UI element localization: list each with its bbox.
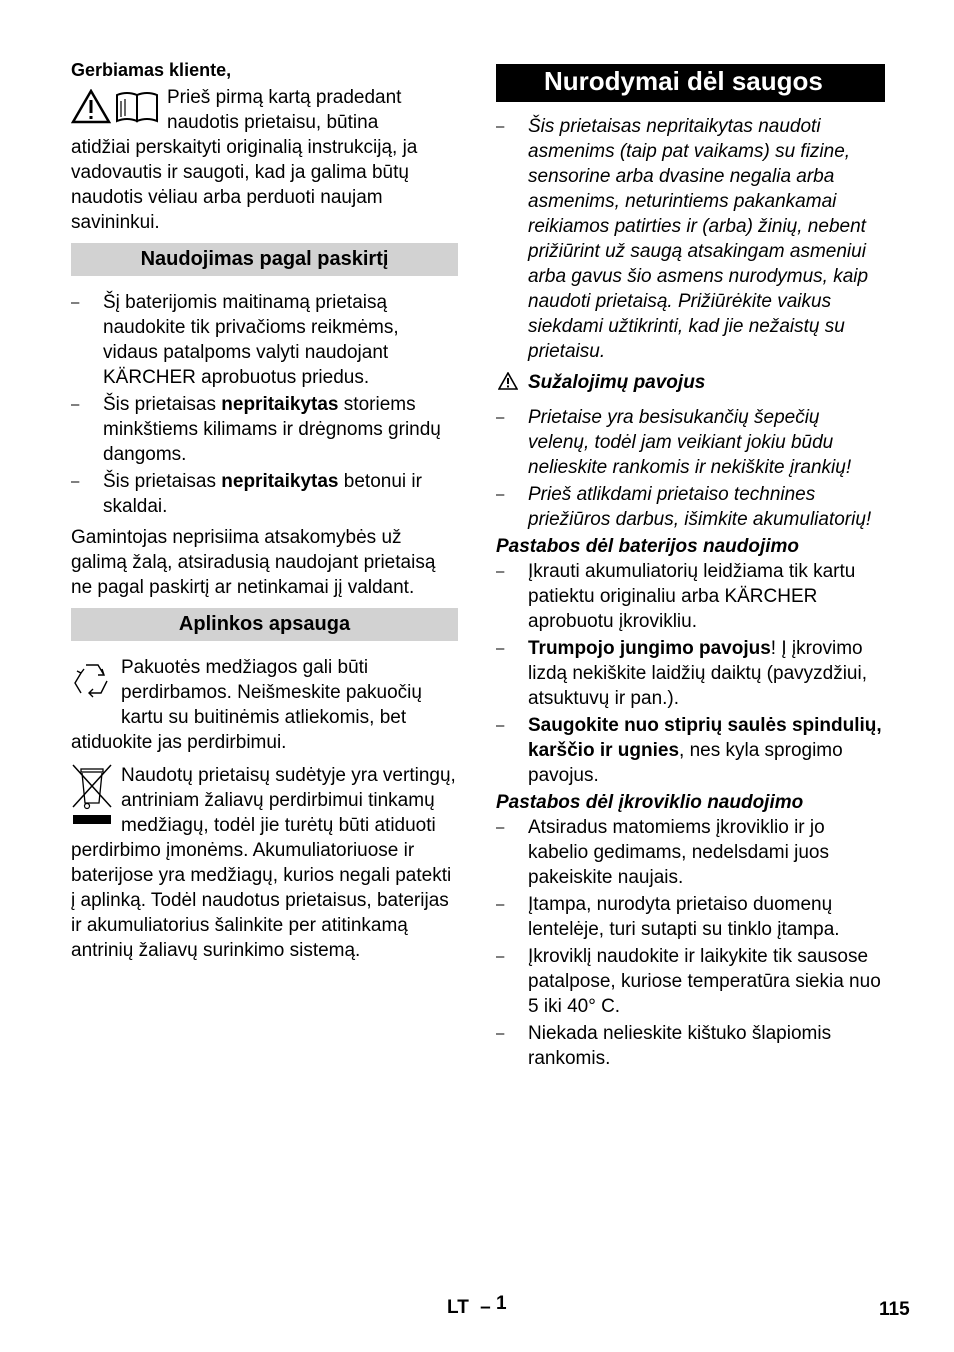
list-item: – Įkrauti akumuliatorių leidžiama tik kartu patiektu originaliu arba KÄRCHER aprobuotu įkrovikliu.	[496, 561, 856, 632]
list-item: – Trumpojo jungimo pavojus! Į įkrovimo lizdą nekiškite laidžių daiktų (pavyzdžiui, atsuktuvų ir pan.).	[496, 638, 867, 709]
left-column	[71, 58, 458, 963]
charger-list	[496, 815, 885, 1071]
list-item: – Šis prietaisas nepritaikytas naudoti asmenims (taip pat vaikams) su fizine, sensorine arba dvasine negalia arba asmenims, neturintiems pakankamai reikiamos patirties ir (arba) žinių, nebent prižiūrint už saugą atsakingam asmeniui arba gavus šio asmens nurodymus, kaip naudoti prietaisą. Prižiūrėkite vaikus siekdami užtikrinti, kad jie nežaistų su prietaisu.	[496, 116, 869, 362]
list-item: – Atsiradus matomiems įkroviklio ir jo kabelio gedimams, nedelsdami juos pakeiskite naujais.	[496, 817, 829, 888]
intro-paragraph: Prieš pirmą kartą pradedant naudotis prietaisu, būtina atidžiai perskaityti originalią instrukciją, ja vadovautis ir saugoti, kad ja galima būtų naudotis vėliau arba perduoti naujam savininkui.	[71, 87, 418, 233]
battery-list	[496, 559, 885, 788]
weee-paragraph: Naudotų prietaisų sudėtyje yra vertingų, antriniam žaliavų perdirbimui tinkamų medžiagų, todėl jie turėtų būti atiduoti perdirbimo įmonėms. Akumuliatoriuose ir baterijose yra medžiagų, kurios negali patekti į aplinką. Todėl naudotus prietaisus, baterijas ir akumuliatorius šalinkite per atitinkamą antrinių žaliavų surinkimo sistemą.	[71, 765, 456, 961]
section-heading-intended-use: Naudojimas pagal paskirtį	[71, 243, 458, 276]
battery-notes-heading: Pastabos dėl baterijos naudojimo	[496, 536, 800, 557]
list-item: – Šis prietaisas nepritaikytas betonui ir skaldai.	[71, 471, 422, 517]
warning-manual-icon	[71, 89, 159, 132]
list-item: – Įtampa, nurodyta prietaiso duomenų lentelėje, turi sutapti su tinklo įtampa.	[496, 894, 840, 940]
section-heading-environment: Aplinkos apsauga	[71, 608, 458, 641]
list-item: – Niekada nelieskite kištuko šlapiomis rankomis.	[496, 1023, 832, 1069]
section-heading-safety: Nurodymai dėl saugos	[496, 64, 885, 102]
injury-list	[496, 405, 885, 532]
recycle-paragraph: Pakuotės medžiagos gali būti perdirbamos. Neišmeskite pakuočių kartu su buitinėmis atliekomis, bet atiduokite jas perdirbimui.	[71, 657, 422, 753]
page-number: 115	[879, 1299, 910, 1320]
recycle-icon	[71, 659, 113, 708]
intended-use-list	[71, 290, 458, 519]
warning-icon	[498, 372, 518, 390]
liability-note: Gamintojas neprisiima atsakomybės už galimą žalą, atsiradusią naudojant prietaisą ne pagal paskirtį ar netinkamai jį valdant.	[71, 527, 436, 598]
list-item: – Įkroviklį naudokite ir laikykite tik sausose patalpose, kuriose temperatūra siekia nuo 5 iki 40° C.	[496, 946, 881, 1017]
list-item: – Saugokite nuo stiprių saulės spindulių, karščio ir ugnies, nes kyla sprogimo pavojus.	[496, 715, 882, 786]
injury-heading: Sužalojimų pavojus	[496, 370, 885, 395]
safety-list	[496, 114, 885, 364]
crossed-bin-icon	[71, 763, 113, 834]
list-item: – Šis prietaisas nepritaikytas storiems minkštiems kilimams ir drėgnoms grindų dangoms.	[71, 394, 441, 465]
list-item: – Prietaise yra besisukančių šepečių velenų, todėl jam veikiant jokiu būdu nelieskite rankomis ir nekiškite įrankių!	[496, 407, 852, 478]
right-column	[496, 58, 885, 1073]
footer-language-page: LT – 1	[447, 1293, 507, 1318]
charger-notes-heading: Pastabos dėl įkroviklio naudojimo	[496, 792, 804, 813]
greeting: Gerbiamas kliente,	[71, 60, 232, 80]
list-item: – Šį baterijomis maitinamą prietaisą naudokite tik privačioms reikmėms, vidaus patalpoms valyti naudojant KÄRCHER aprobuotus priedus.	[71, 292, 399, 388]
list-item: – Prieš atlikdami prietaiso technines priežiūros darbus, išimkite akumuliatorių!	[496, 484, 872, 530]
